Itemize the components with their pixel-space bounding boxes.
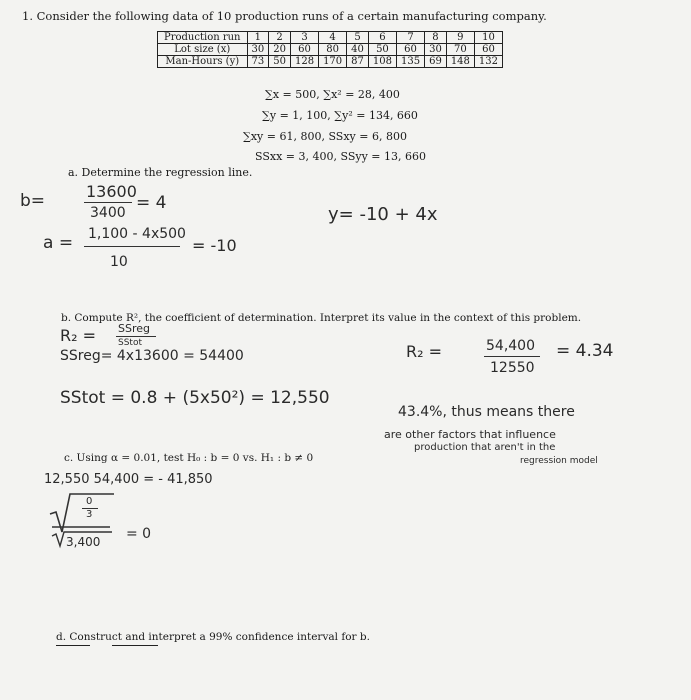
- hw-r2-right-numerator: 54,400: [486, 338, 535, 354]
- hw-ssreg-line: SSreg= 4x13600 = 54400: [60, 348, 244, 364]
- table-cell: 30: [425, 44, 447, 56]
- table-cell: 128: [290, 56, 318, 68]
- hw-fraction-bar: [116, 336, 156, 337]
- part-c-prompt: c. Using α = 0.01, test H₀ : b = 0 vs. H₁ : b ≠ 0: [64, 452, 314, 464]
- table-cell: 1: [247, 32, 269, 44]
- table-cell: 2: [269, 32, 291, 44]
- table-cell: 7: [396, 32, 424, 44]
- hw-r2-right-label: R₂ =: [406, 342, 443, 361]
- hw-interpretation-1: 43.4%, thus means there: [398, 404, 575, 420]
- table-cell: 108: [368, 56, 396, 68]
- table-cell: 60: [290, 44, 318, 56]
- hw-r2-label: R₂ =: [60, 326, 97, 345]
- row-label: Production run: [158, 32, 248, 44]
- hw-fraction-bar: [484, 356, 540, 357]
- sums-line-2: ∑y = 1, 100, ∑y² = 134, 660: [262, 109, 418, 122]
- hw-c-sqrt-denominator: 3,400: [66, 535, 101, 549]
- hw-fraction-bar: [84, 202, 132, 203]
- hw-a-label: a =: [43, 233, 74, 253]
- part-d-prompt: d. Construct and interpret a 99% confidence interval for b.: [56, 631, 370, 643]
- hw-r2-numerator: SSreg: [118, 322, 150, 335]
- table-cell: 87: [347, 56, 369, 68]
- table-cell: 8: [425, 32, 447, 44]
- hw-c-line1: 12,550 54,400 = - 41,850: [44, 472, 213, 487]
- table-cell: 30: [247, 44, 269, 56]
- hw-fraction-bar: [84, 246, 180, 247]
- table-cell: 50: [368, 44, 396, 56]
- table-cell: 148: [446, 56, 474, 68]
- part-a-prompt: a. Determine the regression line.: [68, 166, 253, 179]
- sums-line-1: ∑x = 500, ∑x² = 28, 400: [265, 88, 400, 101]
- table-cell: 50: [269, 56, 291, 68]
- table-cell: 135: [396, 56, 424, 68]
- table-cell: 20: [269, 44, 291, 56]
- table-cell: 132: [474, 56, 502, 68]
- hw-b-denominator: 3400: [90, 205, 126, 221]
- hw-a-numerator: 1,100 - 4x500: [88, 226, 186, 242]
- data-table: [157, 31, 503, 68]
- underline-interpret: [112, 645, 158, 646]
- part-b-prompt: b. Compute R², the coefficient of determination. Interpret its value in the context of this problem.: [61, 312, 582, 324]
- hw-interpretation-4: regression model: [520, 456, 598, 466]
- hw-r2-right-denominator: 12550: [490, 360, 535, 376]
- hw-b-numerator: 13600: [86, 182, 137, 201]
- table-cell: 60: [396, 44, 424, 56]
- hw-b-label: b=: [20, 191, 46, 211]
- table-cell: 80: [319, 44, 347, 56]
- table-cell: 69: [425, 56, 447, 68]
- row-label: Man-Hours (y): [158, 56, 248, 68]
- table-row: [158, 44, 503, 56]
- hw-b-result: = 4: [136, 193, 167, 213]
- sums-line-3: ∑xy = 61, 800, SSxy = 6, 800: [243, 130, 407, 143]
- sums-line-4: SSxx = 3, 400, SSyy = 13, 660: [255, 150, 426, 163]
- table-cell: 60: [474, 44, 502, 56]
- row-label: Lot size (x): [158, 44, 248, 56]
- table-cell: 3: [290, 32, 318, 44]
- table-cell: 40: [347, 44, 369, 56]
- table-cell: 70: [446, 44, 474, 56]
- table-cell: 6: [368, 32, 396, 44]
- hw-c-result: = 0: [126, 526, 152, 542]
- hw-interpretation-3: production that aren't in the: [414, 442, 556, 453]
- hw-c-frac-numerator: 0: [86, 496, 93, 507]
- table-cell: 10: [474, 32, 502, 44]
- table-cell: 9: [446, 32, 474, 44]
- table-cell: 73: [247, 56, 269, 68]
- table-cell: 4: [319, 32, 347, 44]
- hw-interpretation-2: are other factors that influence: [384, 428, 556, 441]
- table-cell: 170: [319, 56, 347, 68]
- hw-r2-denominator: SStot: [118, 338, 142, 348]
- hw-c-frac-denominator: 3: [86, 509, 93, 520]
- hw-regression-line: y= -10 + 4x: [328, 204, 438, 225]
- table-cell: 5: [347, 32, 369, 44]
- table-row: [158, 56, 503, 68]
- hw-a-denominator: 10: [110, 254, 128, 270]
- hw-a-result: = -10: [192, 236, 237, 255]
- hw-r2-right-result: = 4.34: [556, 341, 614, 361]
- underline-construct: [56, 645, 90, 646]
- problem-title: 1. Consider the following data of 10 production runs of a certain manufacturing company.: [22, 9, 547, 23]
- hw-sstot-line: SStot = 0.8 + (5x50²) = 12,550: [60, 388, 330, 408]
- table-row: [158, 32, 503, 44]
